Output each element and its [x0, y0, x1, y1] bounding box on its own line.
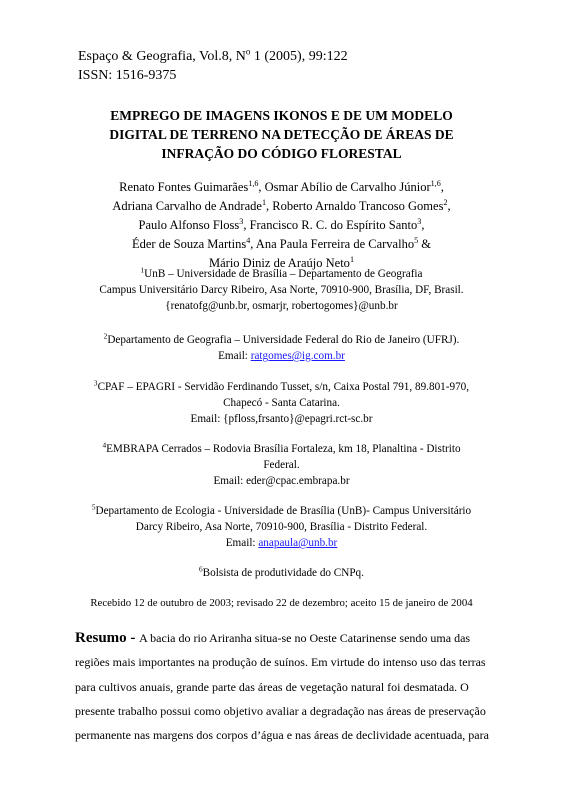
affiliation-2: $^2$Departamento de Geografia – Universidade Federal do Rio de Janeiro (UFRJ). Email: ratgomes@ig.com.br: [103, 332, 460, 362]
email-link[interactable]: anapaula@unb.br: [258, 537, 338, 549]
journal-issn: ISSN: 1516-9375: [78, 68, 177, 83]
affiliation-3: $^3$CPAF – EPAGRI - Servidão Ferdinando Tusset, s/n, Caixa Postal 791, 89.801-970, Chapecó - Santa Catarina. Email: {pfloss,frsanto}@epagri.rct-sc.br: [93, 379, 470, 425]
affiliation-6: $^6$Bolsista de produtividade do CNPq.: [199, 565, 364, 579]
received-dates: Recebido 12 de outubro de 2003; revisado 22 de dezembro; aceito 15 de janeiro de 2004: [90, 597, 473, 609]
author-line: Renato Fontes Guimarães$^{1,6}$, Osmar Abílio de Carvalho Júnior$^{1,6}$,: [119, 178, 444, 194]
abstract: [75, 626, 515, 747]
title-line: INFRAÇÃO DO CÓDIGO FLORESTAL: [161, 146, 402, 161]
author-list: [40, 178, 523, 273]
email-link[interactable]: ratgomes@ig.com.br: [250, 350, 345, 362]
author-line: Adriana Carvalho de Andrade$^1$, Roberto Arnaldo Trancoso Gomes$^2$,: [112, 197, 451, 213]
author-line: Éder de Souza Martins$^4$, Ana Paula Ferreira de Carvalho$^5$ &: [131, 235, 432, 251]
journal-header: [78, 47, 348, 85]
abstract-line: Resumo - A bacia do rio Ariranha situa-se no Oeste Catarinense sendo uma das: [75, 630, 471, 646]
abstract-line: presente trabalho possui como objetivo avaliar a degradação nas áreas de preservação: [75, 703, 486, 718]
abstract-line: para cultivos anuais, grande parte das áreas de vegetação natural foi desmatada. O: [75, 679, 469, 694]
abstract-line: regiões mais importantes na produção de suínos. Em virtude do intenso uso das terras: [75, 655, 486, 670]
journal-citation: Espaço & Geografia, Vol.8, $N^o$ 1 (2005), 99:122: [78, 46, 348, 64]
author-line: Mário Diniz de Araújo Neto$^1$: [209, 254, 354, 270]
affiliation-5: $^5$Departamento de Ecologia - Universidade de Brasília (UnB)- Campus Universitário Darcy Ribeiro, Asa Norte, 70910-900, Brasília - Distrito Federal. Email: anapaula@unb.br: [91, 503, 472, 549]
title-line: EMPREGO DE IMAGENS IKONOS E DE UM MODELO: [110, 108, 453, 123]
title-line: DIGITAL DE TERRENO NA DETECÇÃO DE ÁREAS DE: [109, 127, 454, 142]
abstract-line: permanente nas margens dos corpos d’água e nas áreas de declividade acentuada, para: [75, 728, 489, 743]
paper-title: [60, 106, 503, 163]
affiliation-4: $^4$EMBRAPA Cerrados – Rodovia Brasília Fortaleza, km 18, Planaltina - Distrito Federal. Email: eder@cpac.embrapa.br: [102, 441, 461, 487]
abstract-heading: Resumo: [75, 630, 127, 646]
affiliation-1: $^1$UnB – Universidade de Brasília – Departamento de Geografia Campus Universitário Darcy Ribeiro, Asa Norte, 70910-900, Brasília, DF, Brasil. {renatofg@unb.br, osmarjr, robertogomes}@unb.br: [99, 266, 464, 312]
author-line: Paulo Alfonso Floss$^3$, Francisco R. C. do Espírito Santo$^3$,: [138, 216, 425, 232]
